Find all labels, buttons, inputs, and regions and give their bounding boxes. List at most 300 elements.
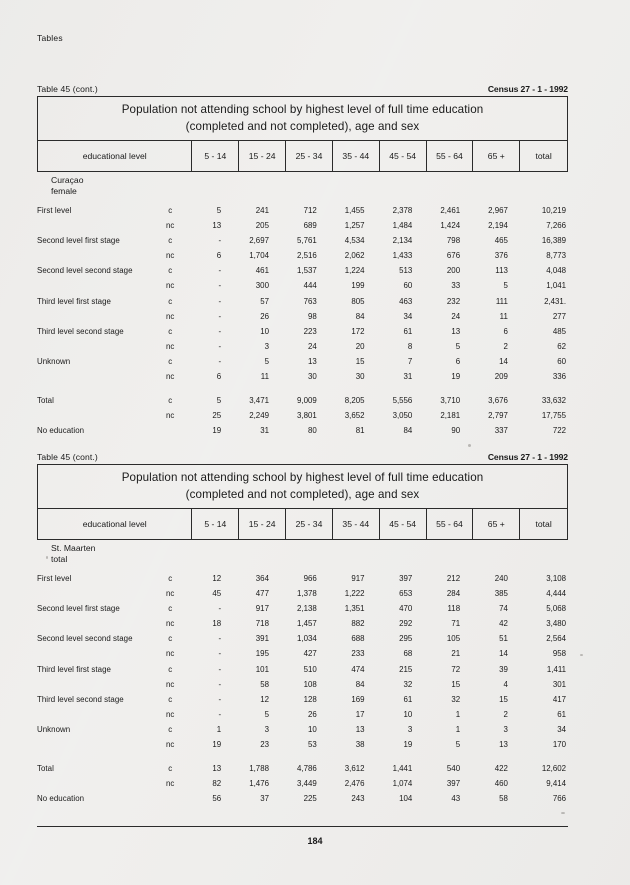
subcaption-sex: female — [51, 186, 77, 196]
cell-value: - — [218, 266, 222, 276]
cell-value: 25 — [212, 411, 222, 421]
cell-value: 15 — [355, 356, 365, 366]
cell-value: 385 — [494, 589, 508, 599]
table-row — [37, 779, 568, 794]
table-row — [37, 357, 568, 372]
cell-value: 1,351 — [344, 604, 365, 614]
table-row — [37, 411, 568, 426]
cell-value: - — [218, 236, 222, 246]
table-row — [37, 236, 568, 251]
cell-value: 364 — [255, 574, 269, 583]
table-caption-line — [37, 84, 568, 96]
cell-value: 105 — [446, 634, 461, 644]
cell-value: 805 — [351, 296, 365, 306]
cell-value: 2,181 — [440, 411, 461, 421]
column-header-age-65-plus: 65 + — [473, 509, 520, 539]
cell-value: 461 — [255, 266, 269, 276]
cell-value: 84 — [355, 311, 365, 321]
cell-value: 60 — [403, 281, 413, 291]
row-spacer — [37, 387, 568, 396]
cell-value: 225 — [303, 794, 317, 804]
cell-value: - — [218, 326, 222, 336]
cell-value: 4 — [503, 679, 508, 689]
cell-total: 16,389 — [541, 236, 567, 246]
cell-total: 2,564 — [546, 634, 567, 644]
cell-value: 2,378 — [392, 206, 413, 215]
completion-marker: c — [168, 724, 173, 734]
cell-value: 108 — [303, 679, 317, 689]
cell-value: - — [218, 311, 222, 321]
completion-marker: c — [168, 206, 173, 215]
table-row — [37, 725, 568, 740]
cell-value: 1 — [455, 709, 461, 719]
row-label: First level — [37, 574, 72, 583]
table-row — [37, 396, 568, 411]
row-label: Unknown — [37, 724, 71, 734]
cell-total: 301 — [552, 679, 567, 689]
cell-value: 5 — [264, 709, 269, 719]
cell-value: - — [218, 604, 222, 614]
completion-marker: nc — [165, 411, 175, 421]
cell-value: 11 — [499, 311, 508, 321]
cell-value: 540 — [446, 764, 461, 774]
cell-total: 2,431. — [544, 296, 567, 306]
cell-value: 58 — [499, 794, 508, 804]
cell-value: 84 — [403, 426, 413, 436]
column-header-total: total — [535, 151, 552, 161]
cell-value: 653 — [399, 589, 413, 599]
row-label: No education — [37, 426, 85, 436]
cell-value: 32 — [403, 679, 413, 689]
cell-value: 2,134 — [392, 236, 413, 246]
table-row — [37, 634, 568, 649]
cell-value: 72 — [451, 664, 461, 674]
table-row — [37, 372, 568, 387]
cell-value: 215 — [399, 664, 413, 674]
cell-value: 10 — [403, 709, 413, 719]
cell-value: 1 — [455, 724, 461, 734]
cell-value: 1,433 — [392, 251, 413, 261]
table-number: Table 45 (cont.) — [37, 452, 98, 462]
table-row — [37, 764, 568, 779]
cell-value: 26 — [260, 311, 269, 321]
cell-value: 18 — [212, 619, 222, 629]
cell-value: 3,050 — [392, 411, 413, 421]
cell-value: 1,441 — [392, 764, 413, 774]
cell-value: 2,967 — [488, 206, 508, 215]
cell-value: 477 — [255, 589, 269, 599]
table-row — [37, 574, 568, 589]
cell-value: 463 — [399, 296, 413, 306]
cell-value: 917 — [255, 604, 269, 614]
cell-value: 712 — [303, 206, 317, 215]
cell-value: 6 — [216, 251, 222, 261]
cell-total: 33,632 — [541, 396, 567, 406]
cell-value: 6 — [216, 372, 222, 382]
table-row — [37, 251, 568, 266]
cell-value: 3,652 — [344, 411, 365, 421]
cell-value: 3,801 — [297, 411, 317, 421]
table-row — [37, 297, 568, 312]
cell-value: 1,457 — [297, 619, 317, 629]
table-row — [37, 266, 568, 281]
completion-marker: nc — [165, 709, 175, 719]
table-row — [37, 327, 568, 342]
cell-value: 1,704 — [249, 251, 269, 261]
table-row — [37, 619, 568, 634]
row-label: Total — [37, 764, 54, 774]
cell-value: 233 — [351, 649, 365, 659]
column-header-age-15-24: 15 - 24 — [239, 509, 286, 539]
table-row — [37, 426, 568, 441]
column-header-age-65-plus: 65 + — [473, 141, 520, 171]
table-row — [37, 281, 568, 296]
cell-value: 337 — [494, 426, 508, 436]
cell-value: 427 — [303, 649, 317, 659]
cell-total: 722 — [552, 426, 567, 436]
cell-value: 1,378 — [297, 589, 317, 599]
cell-value: 300 — [255, 281, 269, 291]
cell-value: 38 — [355, 740, 365, 750]
cell-value: 391 — [255, 634, 269, 644]
completion-marker: nc — [165, 311, 175, 321]
table-title-line-1: Population not attending school by highest level of full time education — [121, 471, 484, 484]
table-row — [37, 206, 568, 221]
cell-value: 17 — [355, 709, 365, 719]
cell-value: 397 — [446, 779, 461, 789]
cell-value: 5 — [216, 206, 222, 215]
cell-value: 718 — [255, 619, 269, 629]
cell-total: 417 — [552, 694, 567, 704]
column-header-age-25-34: 25 - 34 — [286, 509, 333, 539]
row-label: Third level second stage — [37, 694, 124, 704]
cell-value: 61 — [403, 694, 413, 704]
cell-value: 5 — [455, 740, 461, 750]
row-label: Third level second stage — [37, 326, 124, 336]
cell-value: 376 — [494, 251, 508, 261]
scan-speck — [561, 812, 565, 814]
table-block-curacao-female — [37, 84, 568, 441]
column-header-total: total — [535, 519, 552, 529]
row-label: Second level second stage — [37, 634, 133, 644]
table-caption-line — [37, 452, 568, 464]
cell-value: 15 — [499, 694, 508, 704]
cell-value: 19 — [403, 740, 413, 750]
column-header-educational-level: educational level — [38, 509, 192, 539]
column-header-age-5-14: 5 - 14 — [192, 509, 239, 539]
cell-value: 9,009 — [297, 396, 317, 406]
table-row — [37, 665, 568, 680]
cell-value: 474 — [351, 664, 365, 674]
cell-value: 13 — [212, 764, 222, 774]
cell-total: 61 — [557, 709, 567, 719]
subcaption-region: Curaçao — [51, 175, 84, 185]
cell-total: 1,411 — [546, 664, 567, 674]
cell-value: 1,476 — [249, 779, 269, 789]
cell-value: 31 — [403, 372, 413, 382]
column-header-age-45-54: 45 - 54 — [380, 509, 427, 539]
completion-marker: c — [168, 574, 173, 583]
cell-value: 232 — [446, 296, 461, 306]
cell-value: 3,471 — [249, 396, 269, 406]
cell-value: 113 — [495, 266, 508, 276]
cell-value: 74 — [499, 604, 508, 614]
column-header-age-45-54: 45 - 54 — [380, 141, 427, 171]
cell-value: 199 — [351, 281, 365, 291]
table-body — [37, 574, 568, 809]
table-subcaption — [37, 175, 568, 197]
cell-value: 1,222 — [344, 589, 365, 599]
table-title — [38, 97, 567, 141]
cell-value: 510 — [303, 664, 317, 674]
completion-marker: c — [168, 694, 173, 704]
completion-marker: c — [168, 604, 173, 614]
cell-value: - — [218, 356, 222, 366]
cell-total: 485 — [552, 326, 567, 336]
cell-value: 68 — [403, 649, 413, 659]
cell-total: 1,041 — [546, 281, 567, 291]
cell-value: 1,424 — [440, 221, 461, 231]
cell-value: 23 — [260, 740, 269, 750]
cell-value: 205 — [255, 221, 269, 231]
scan-speck — [580, 654, 583, 656]
cell-total: 3,480 — [546, 619, 567, 629]
table-row — [37, 710, 568, 725]
cell-value: 12 — [212, 574, 222, 583]
cell-total: 62 — [557, 341, 567, 351]
cell-value: 42 — [499, 619, 508, 629]
cell-value: 13 — [212, 221, 222, 231]
cell-value: 31 — [260, 426, 269, 436]
completion-marker: nc — [165, 679, 175, 689]
table-row — [37, 649, 568, 664]
table-row — [37, 740, 568, 755]
row-label: Second level first stage — [37, 236, 120, 246]
cell-value: 61 — [403, 326, 413, 336]
cell-value: 7 — [407, 356, 413, 366]
census-date: Census 27 - 1 - 1992 — [487, 84, 568, 94]
cell-value: - — [218, 694, 222, 704]
cell-value: 169 — [351, 694, 365, 704]
cell-value: 6 — [455, 356, 461, 366]
cell-value: 240 — [494, 574, 508, 583]
cell-total: 277 — [552, 311, 567, 321]
cell-value: 6 — [503, 326, 508, 336]
subcaption-region: St. Maarten — [51, 543, 96, 553]
table-row — [37, 221, 568, 236]
completion-marker: c — [168, 396, 173, 406]
cell-value: 241 — [255, 206, 269, 215]
table-subcaption — [37, 543, 568, 565]
table-number: Table 45 (cont.) — [37, 84, 98, 94]
completion-marker: nc — [165, 779, 175, 789]
running-head: Tables — [37, 33, 63, 43]
completion-marker: nc — [165, 221, 175, 231]
scan-speck — [468, 444, 471, 447]
completion-marker: c — [168, 764, 173, 774]
cell-value: 24 — [451, 311, 461, 321]
cell-value: - — [218, 281, 222, 291]
completion-marker: nc — [165, 649, 175, 659]
column-header-age-5-14: 5 - 14 — [192, 141, 239, 171]
column-header-age-55-64: 55 - 64 — [427, 509, 474, 539]
row-label: No education — [37, 794, 85, 804]
row-label: Second level first stage — [37, 604, 120, 614]
cell-value: 3,710 — [440, 396, 461, 406]
cell-value: 2 — [503, 709, 508, 719]
column-header-age-35-44: 35 - 44 — [333, 141, 380, 171]
table-header-frame — [37, 464, 568, 540]
cell-total: 170 — [552, 740, 567, 750]
completion-marker: c — [168, 664, 173, 674]
column-header-age-25-34: 25 - 34 — [286, 141, 333, 171]
cell-value: 21 — [451, 649, 461, 659]
cell-value: 460 — [494, 779, 508, 789]
cell-value: 26 — [307, 709, 317, 719]
completion-marker: nc — [165, 619, 175, 629]
cell-value: 19 — [212, 740, 222, 750]
cell-total: 8,773 — [546, 251, 567, 261]
cell-value: 2 — [503, 341, 508, 351]
cell-value: 11 — [260, 372, 269, 382]
cell-value: 422 — [494, 764, 508, 774]
cell-value: 292 — [399, 619, 413, 629]
cell-value: 45 — [212, 589, 222, 599]
cell-value: 5,761 — [297, 236, 317, 246]
table-row — [37, 794, 568, 809]
completion-marker: nc — [165, 589, 175, 599]
cell-value: 20 — [355, 341, 365, 351]
cell-value: 798 — [446, 236, 461, 246]
cell-value: 2,476 — [344, 779, 365, 789]
cell-value: 32 — [451, 694, 461, 704]
footer-rule — [37, 826, 568, 827]
completion-marker: nc — [165, 281, 175, 291]
cell-value: 14 — [499, 356, 508, 366]
cell-value: 43 — [451, 794, 461, 804]
cell-value: 3 — [407, 724, 413, 734]
cell-value: - — [218, 634, 222, 644]
page-number: 184 — [307, 836, 323, 846]
row-label: Unknown — [37, 356, 71, 366]
cell-total: 17,755 — [541, 411, 567, 421]
cell-total: 336 — [552, 372, 567, 382]
cell-value: 101 — [255, 664, 269, 674]
cell-total: 958 — [552, 649, 567, 659]
cell-value: - — [218, 664, 222, 674]
cell-value: 98 — [307, 311, 317, 321]
cell-value: 30 — [355, 372, 365, 382]
cell-total: 34 — [557, 724, 567, 734]
cell-value: 763 — [303, 296, 317, 306]
table-body — [37, 206, 568, 441]
cell-value: 118 — [447, 604, 461, 614]
cell-value: 8 — [407, 341, 413, 351]
table-row — [37, 589, 568, 604]
cell-total: 10,219 — [541, 206, 567, 215]
cell-value: 14 — [499, 649, 508, 659]
cell-value: 172 — [351, 326, 365, 336]
cell-value: 688 — [351, 634, 365, 644]
column-header-age-55-64: 55 - 64 — [427, 141, 474, 171]
cell-value: 5,556 — [392, 396, 413, 406]
cell-value: 13 — [451, 326, 461, 336]
cell-value: 212 — [446, 574, 461, 583]
cell-value: 2,194 — [488, 221, 508, 231]
cell-value: 1,484 — [392, 221, 413, 231]
cell-value: 10 — [260, 326, 269, 336]
cell-value: 295 — [399, 634, 413, 644]
table-header-frame — [37, 96, 568, 172]
cell-value: 19 — [451, 372, 461, 382]
cell-value: 1,537 — [297, 266, 317, 276]
cell-value: 104 — [399, 794, 413, 804]
cell-value: 223 — [303, 326, 317, 336]
cell-value: 2,797 — [488, 411, 508, 421]
cell-value: 2,461 — [440, 206, 461, 215]
cell-value: 24 — [307, 341, 317, 351]
table-title-line-2: (completed and not completed), age and sex — [185, 488, 420, 501]
cell-value: 5 — [503, 281, 508, 291]
cell-total: 12,602 — [541, 764, 567, 774]
cell-total: 4,444 — [546, 589, 567, 599]
cell-value: 4,786 — [297, 764, 317, 774]
cell-total: 766 — [552, 794, 567, 804]
cell-value: 689 — [303, 221, 317, 231]
cell-value: - — [218, 341, 222, 351]
completion-marker: nc — [165, 251, 175, 261]
cell-value: 3,676 — [488, 396, 508, 406]
table-row — [37, 604, 568, 619]
completion-marker: nc — [165, 372, 175, 382]
column-header-age-15-24: 15 - 24 — [239, 141, 286, 171]
cell-value: 15 — [451, 679, 461, 689]
cell-value: 1,034 — [297, 634, 317, 644]
scan-speck — [46, 556, 48, 559]
cell-value: 39 — [499, 664, 508, 674]
cell-value: 111 — [495, 296, 508, 306]
table-row — [37, 312, 568, 327]
cell-value: 4,534 — [344, 236, 365, 246]
cell-value: 13 — [499, 740, 508, 750]
completion-marker: c — [168, 266, 173, 276]
cell-value: 470 — [399, 604, 413, 614]
cell-value: 1,074 — [392, 779, 413, 789]
cell-value: 57 — [260, 296, 269, 306]
table-block-stmaarten-total — [37, 452, 568, 809]
cell-value: 2,062 — [344, 251, 365, 261]
cell-value: 1,224 — [344, 266, 365, 276]
table-title — [38, 465, 567, 509]
census-date: Census 27 - 1 - 1992 — [487, 452, 568, 462]
cell-value: 37 — [260, 794, 269, 804]
completion-marker: nc — [165, 740, 175, 750]
cell-value: - — [218, 709, 222, 719]
row-label: First level — [37, 206, 72, 215]
cell-value: 397 — [399, 574, 413, 583]
cell-value: 513 — [399, 266, 413, 276]
row-label: Third level first stage — [37, 296, 111, 306]
cell-value: 1,788 — [249, 764, 269, 774]
cell-value: 209 — [494, 372, 508, 382]
row-label: Second level second stage — [37, 266, 133, 276]
cell-value: 82 — [212, 779, 222, 789]
cell-value: 51 — [499, 634, 508, 644]
cell-value: 5 — [264, 356, 269, 366]
cell-value: 3,449 — [297, 779, 317, 789]
cell-value: 2,249 — [249, 411, 269, 421]
cell-value: 12 — [260, 694, 269, 704]
